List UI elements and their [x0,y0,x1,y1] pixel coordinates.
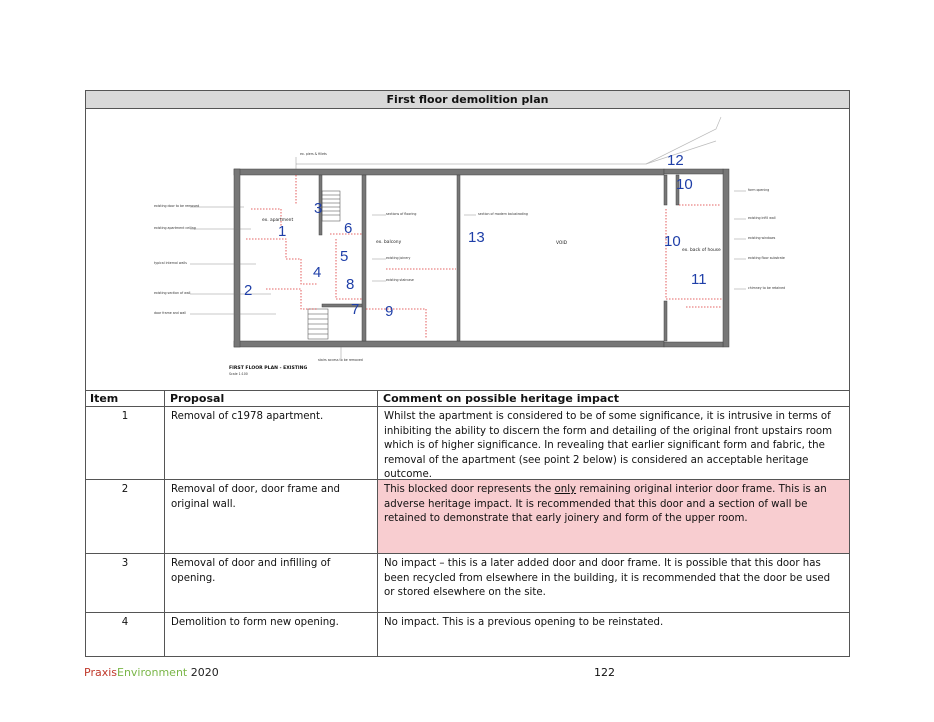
plan-scale: Scale 1:100 [229,372,248,376]
svg-text:existing joinery: existing joinery [386,256,411,260]
svg-text:existing infill wall: existing infill wall [748,216,776,220]
room-label-balcony: ex. balcony [376,240,402,245]
room-label-void: VOID [556,241,568,246]
plan-marker-5: 5 [340,248,349,265]
page-number: 122 [594,666,615,679]
room-label-back-of-house: ex. back of house [682,248,721,253]
table-row [86,613,849,656]
plan-marker-4: 4 [313,264,322,281]
table-header [86,391,849,407]
comment-after: remaining original interior door frame. This is an adverse heritage impact. It is recommended that this door and a section of wall be retained to demonstrate that early joinery and form of the upper room. [384,484,827,524]
row-proposal: Demolition to form new opening. [165,613,378,656]
plan-marker-13: 13 [468,229,485,246]
svg-text:existing staircase: existing staircase [386,278,414,282]
svg-text:stairs access to be removed: stairs access to be removed [318,358,363,362]
svg-text:existing windows: existing windows [748,236,776,240]
row-item: 2 [86,480,165,553]
plan-marker-10a: 10 [676,176,693,193]
row-comment: Whilst the apartment is considered to be of some significance, it is intrusive in terms of inhibiting the ability to discern the form and detailing of the original front upstairs room which is of higher significance. In revealing that earlier significant form and fabric, the removal of the apartment (see point 2 below) is considered an acceptable heritage outcome. [384,411,833,480]
plan-marker-10b: 10 [664,233,681,250]
table-row [86,407,849,480]
svg-text:existing floor substrate: existing floor substrate [748,256,785,260]
table-title: First floor demolition plan [86,91,849,109]
svg-text:typical internal walls: typical internal walls [154,261,187,265]
row-proposal: Removal of door, door frame and original wall. [165,480,378,553]
plan-marker-6: 6 [344,220,353,237]
header-proposal: Proposal [165,391,378,406]
brand-environment: Environment [117,666,188,679]
header-comment: Comment on possible heritage impact [383,392,620,405]
table-row [86,554,849,613]
comment-before: This blocked door represents the [384,484,555,495]
row-proposal: Removal of door and infilling of opening. [165,554,378,612]
table-row [86,480,849,554]
svg-text:ex. piers & fillets: ex. piers & fillets [300,152,327,156]
svg-text:existing section of wall: existing section of wall [154,291,191,295]
row-item: 1 [86,407,165,479]
floor-plan-svg [86,109,849,390]
plan-marker-7: 7 [351,301,360,318]
plan-marker-8: 8 [346,276,355,293]
header-item: Item [86,391,165,406]
brand-praxis: Praxis [84,666,117,679]
plan-marker-11: 11 [691,271,707,288]
svg-text:existing door to be removed: existing door to be removed [154,204,200,208]
row-comment-adverse [378,480,849,553]
comment-underlined: only [554,484,577,495]
floor-plan-drawing [86,109,849,391]
plan-marker-3: 3 [314,200,323,217]
plan-marker-12: 12 [667,152,684,169]
room-label-apartment: ex. apartment [262,218,294,223]
footer-year: 2020 [187,666,219,679]
svg-text:existing apartment ceiling: existing apartment ceiling [154,226,196,230]
plan-marker-1: 1 [278,223,287,240]
row-comment: No impact. This is a previous opening to be reinstated. [384,617,664,628]
footer-brand [84,666,219,679]
row-item: 3 [86,554,165,612]
row-proposal: Removal of c1978 apartment. [165,407,378,479]
plan-marker-2: 2 [244,282,253,299]
row-item: 4 [86,613,165,656]
row-comment: No impact – this is a later added door and door frame. It is possible that this door has been recycled from elsewhere in the building, it is recommended that the door be used or stored elsewhere on the site. [384,558,831,598]
svg-text:door frame and wall: door frame and wall [154,311,187,315]
svg-text:sections of flooring: sections of flooring [386,212,417,216]
svg-text:section of modern balustrading: section of modern balustrading [478,212,528,216]
plan-marker-9: 9 [385,303,394,320]
demolition-table [85,90,850,657]
svg-text:chimney to be retained: chimney to be retained [748,286,786,290]
svg-text:form opening: form opening [748,188,770,192]
plan-caption: FIRST FLOOR PLAN - EXISTING [229,366,308,371]
